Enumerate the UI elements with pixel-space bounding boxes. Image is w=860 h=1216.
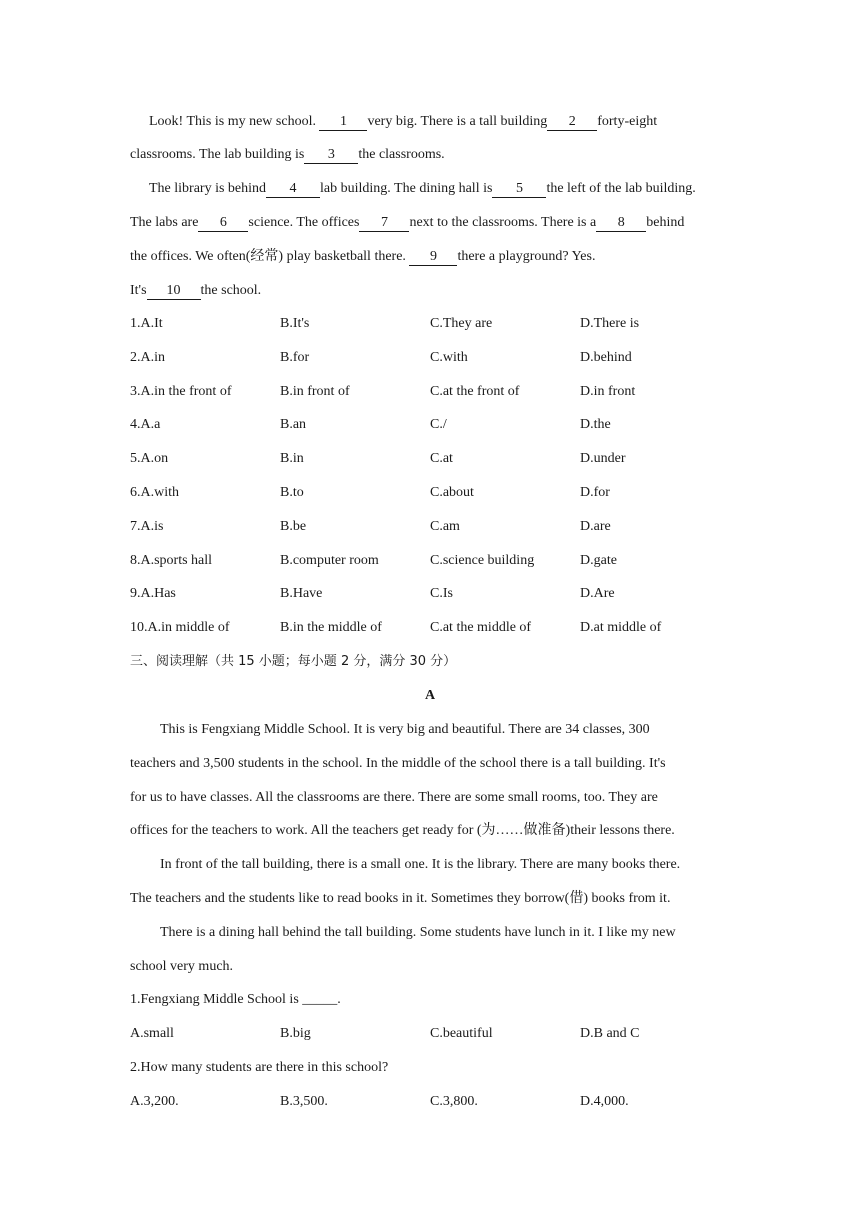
option-c: C.They are — [430, 316, 493, 331]
blank-10: 10 — [147, 283, 201, 300]
option-b: B.be — [280, 518, 307, 534]
option-c: C.Is — [430, 586, 453, 602]
passage-line: school very much. — [130, 959, 234, 974]
option-c: C.at the middle of — [430, 620, 532, 636]
option-d: D.behind — [580, 349, 632, 365]
option-d: D.in front — [580, 383, 636, 399]
option-d: D.B and C — [580, 1026, 640, 1041]
cloze-text: classrooms. The lab building is — [130, 147, 305, 162]
option-b: B.in front of — [280, 383, 350, 399]
blank-8: 8 — [596, 215, 646, 232]
blank-9: 9 — [409, 249, 457, 266]
cloze-text: behind — [646, 215, 685, 230]
option-a: 5.A.on — [130, 451, 169, 467]
question-stem: 2.How many students are there in this school? — [130, 1060, 389, 1075]
option-b: B.It's — [280, 316, 310, 331]
option-a: 8.A.sports hall — [130, 552, 213, 568]
blank-4: 4 — [266, 181, 320, 198]
blank-3: 3 — [304, 147, 358, 164]
option-b: B.in the middle of — [280, 620, 382, 636]
cloze-text: It's — [130, 283, 147, 298]
cloze-line-1 — [149, 112, 657, 132]
option-c: C./ — [430, 417, 447, 433]
option-d: D.are — [580, 518, 611, 534]
option-d: D.There is — [580, 316, 640, 331]
option-d: D.4,000. — [580, 1094, 629, 1109]
passage-line: In front of the tall building, there is a small one. It is the library. There are many books there. — [160, 857, 681, 872]
option-c: C.about — [430, 485, 474, 500]
option-b: B.in — [280, 451, 304, 467]
passage-label: A — [424, 688, 436, 703]
question-stem: 1.Fengxiang Middle School is _____. — [130, 992, 341, 1007]
option-d: D.at middle of — [580, 620, 662, 636]
option-d: D.the — [580, 417, 611, 433]
cloze-line-4 — [130, 213, 684, 233]
option-c: C.am — [430, 518, 460, 534]
cloze-text: lab building. The dining hall is — [320, 181, 493, 196]
option-c: C.science building — [430, 552, 535, 568]
option-a: 7.A.is — [130, 518, 164, 534]
passage-line: offices for the teachers to work. All the teachers get ready for (为……做准备)their lessons there. — [130, 823, 675, 838]
option-b: B.Have — [280, 586, 323, 602]
option-a: 9.A.Has — [130, 586, 176, 602]
cloze-text: the school. — [200, 283, 262, 298]
cloze-text: forty-eight — [597, 114, 658, 129]
passage-line: teachers and 3,500 students in the school. In the middle of the school there is a tall building. It's — [130, 756, 666, 771]
option-a: 4.A.a — [130, 417, 161, 433]
option-c: C.at the front of — [430, 383, 520, 399]
option-d: D.gate — [580, 552, 617, 568]
option-a: 6.A.with — [130, 485, 179, 500]
option-b: B.an — [280, 417, 307, 433]
blank-6: 6 — [198, 215, 248, 232]
option-d: D.Are — [580, 586, 615, 602]
passage-line: for us to have classes. All the classrooms are there. There are some small rooms, too. They are — [130, 790, 658, 805]
blank-1: 1 — [319, 114, 367, 131]
passage-line: There is a dining hall behind the tall building. Some students have lunch in it. I like my new — [160, 925, 676, 940]
cloze-line-2 — [130, 145, 445, 165]
option-a: A.3,200. — [130, 1094, 179, 1109]
blank-5: 5 — [492, 181, 546, 198]
option-c: C.with — [430, 349, 468, 365]
passage-line: This is Fengxiang Middle School. It is very big and beautiful. There are 34 classes, 300 — [160, 722, 650, 737]
option-c: C.at — [430, 451, 453, 467]
option-a: A.small — [130, 1026, 174, 1041]
option-d: D.for — [580, 485, 610, 500]
section-heading: 三、阅读理解（共 15 小题；每小题 2 分，满分 30 分） — [130, 654, 457, 669]
cloze-line-5 — [130, 247, 595, 267]
option-a: 3.A.in the front of — [130, 383, 232, 399]
option-a: 2.A.in — [130, 349, 165, 365]
cloze-text: The library is behind — [149, 181, 267, 196]
option-c: C.3,800. — [430, 1094, 478, 1109]
option-a: 1.A.It — [130, 316, 163, 331]
cloze-text: The labs are — [130, 215, 199, 230]
cloze-text: the offices. We often(经常) play basketball there. — [130, 249, 410, 264]
option-a: 10.A.in middle of — [130, 620, 230, 636]
cloze-text: there a playground? Yes. — [457, 249, 596, 264]
option-b: B.to — [280, 485, 304, 500]
passage-line: The teachers and the students like to read books in it. Sometimes they borrow(借) books from it. — [130, 891, 671, 906]
cloze-line-6 — [130, 281, 261, 301]
option-d: D.under — [580, 451, 626, 467]
option-b: B.computer room — [280, 552, 379, 568]
option-b: B.3,500. — [280, 1094, 328, 1109]
cloze-text: science. The offices — [248, 215, 360, 230]
cloze-text: Look! This is my new school. — [149, 114, 320, 129]
cloze-text: very big. There is a tall building — [367, 114, 548, 129]
cloze-text: the classrooms. — [358, 147, 445, 162]
option-c: C.beautiful — [430, 1026, 493, 1041]
cloze-line-3 — [149, 179, 696, 199]
option-b: B.big — [280, 1026, 311, 1041]
cloze-text: the left of the lab building. — [546, 181, 696, 196]
cloze-text: next to the classrooms. There is a — [409, 215, 597, 230]
blank-7: 7 — [359, 215, 409, 232]
option-b: B.for — [280, 349, 310, 365]
blank-2: 2 — [547, 114, 597, 131]
